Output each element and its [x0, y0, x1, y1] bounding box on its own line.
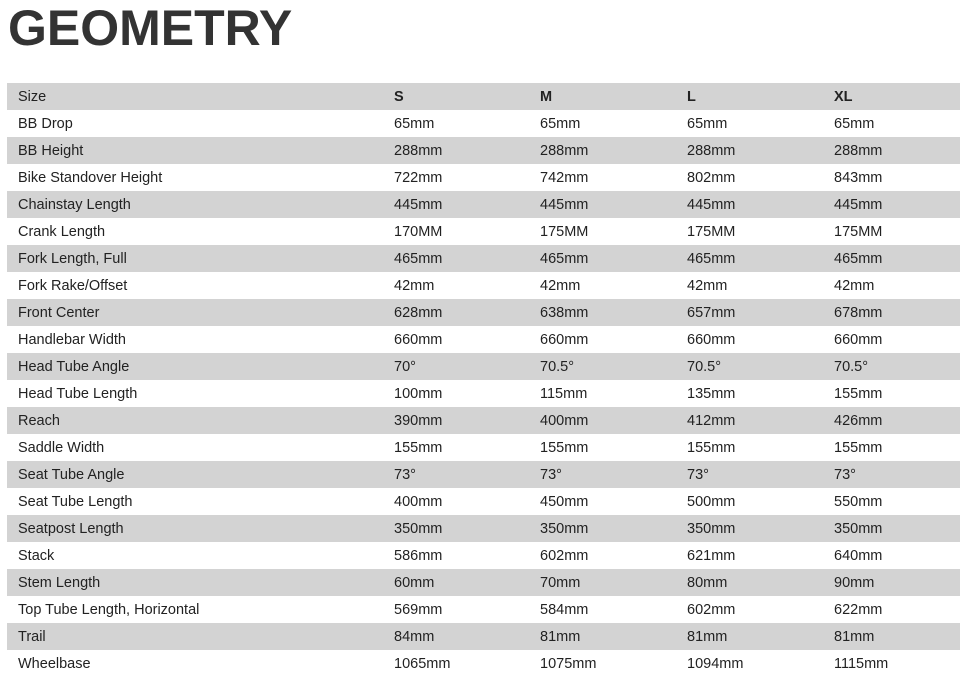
cell-size-l: 70.5° — [676, 353, 823, 380]
row-label: Chainstay Length — [7, 191, 383, 218]
cell-size-s: 390mm — [383, 407, 529, 434]
table-body — [7, 110, 960, 677]
table-row — [7, 218, 960, 245]
row-label: Reach — [7, 407, 383, 434]
cell-size-l: 602mm — [676, 596, 823, 623]
cell-size-s: 100mm — [383, 380, 529, 407]
cell-size-xl: 550mm — [823, 488, 960, 515]
row-label: Top Tube Length, Horizontal — [7, 596, 383, 623]
cell-size-l: 175MM — [676, 218, 823, 245]
cell-size-s: 73° — [383, 461, 529, 488]
cell-size-xl: 678mm — [823, 299, 960, 326]
header-size-s: S — [383, 83, 529, 110]
cell-size-l: 445mm — [676, 191, 823, 218]
table-row — [7, 596, 960, 623]
table-row — [7, 623, 960, 650]
cell-size-s: 628mm — [383, 299, 529, 326]
row-label: Seat Tube Angle — [7, 461, 383, 488]
cell-size-l: 42mm — [676, 272, 823, 299]
cell-size-xl: 426mm — [823, 407, 960, 434]
cell-size-l: 155mm — [676, 434, 823, 461]
cell-size-xl: 843mm — [823, 164, 960, 191]
cell-size-l: 350mm — [676, 515, 823, 542]
cell-size-s: 586mm — [383, 542, 529, 569]
header-size-m: M — [529, 83, 676, 110]
header-size-label: Size — [7, 83, 383, 110]
cell-size-s: 400mm — [383, 488, 529, 515]
cell-size-m: 638mm — [529, 299, 676, 326]
cell-size-l: 465mm — [676, 245, 823, 272]
cell-size-xl: 622mm — [823, 596, 960, 623]
cell-size-m: 65mm — [529, 110, 676, 137]
table-row — [7, 272, 960, 299]
cell-size-s: 65mm — [383, 110, 529, 137]
cell-size-m: 445mm — [529, 191, 676, 218]
cell-size-s: 170MM — [383, 218, 529, 245]
cell-size-xl: 175MM — [823, 218, 960, 245]
cell-size-m: 465mm — [529, 245, 676, 272]
row-label: Crank Length — [7, 218, 383, 245]
row-label: Seat Tube Length — [7, 488, 383, 515]
cell-size-l: 288mm — [676, 137, 823, 164]
cell-size-l: 500mm — [676, 488, 823, 515]
cell-size-s: 84mm — [383, 623, 529, 650]
row-label: Bike Standover Height — [7, 164, 383, 191]
cell-size-l: 73° — [676, 461, 823, 488]
geometry-table — [7, 83, 960, 677]
cell-size-xl: 350mm — [823, 515, 960, 542]
cell-size-s: 42mm — [383, 272, 529, 299]
table-row — [7, 488, 960, 515]
cell-size-m: 1075mm — [529, 650, 676, 677]
cell-size-l: 621mm — [676, 542, 823, 569]
cell-size-m: 450mm — [529, 488, 676, 515]
cell-size-s: 350mm — [383, 515, 529, 542]
cell-size-l: 660mm — [676, 326, 823, 353]
cell-size-xl: 155mm — [823, 380, 960, 407]
cell-size-m: 115mm — [529, 380, 676, 407]
cell-size-m: 350mm — [529, 515, 676, 542]
table-row — [7, 542, 960, 569]
cell-size-s: 155mm — [383, 434, 529, 461]
cell-size-m: 602mm — [529, 542, 676, 569]
cell-size-s: 569mm — [383, 596, 529, 623]
table-row — [7, 299, 960, 326]
cell-size-xl: 660mm — [823, 326, 960, 353]
cell-size-xl: 465mm — [823, 245, 960, 272]
cell-size-m: 660mm — [529, 326, 676, 353]
row-label: Head Tube Angle — [7, 353, 383, 380]
row-label: BB Height — [7, 137, 383, 164]
cell-size-s: 660mm — [383, 326, 529, 353]
cell-size-l: 81mm — [676, 623, 823, 650]
cell-size-s: 288mm — [383, 137, 529, 164]
table-row — [7, 137, 960, 164]
table-header-row — [7, 83, 960, 110]
table-row — [7, 245, 960, 272]
cell-size-m: 73° — [529, 461, 676, 488]
cell-size-s: 722mm — [383, 164, 529, 191]
cell-size-m: 155mm — [529, 434, 676, 461]
cell-size-l: 80mm — [676, 569, 823, 596]
row-label: Handlebar Width — [7, 326, 383, 353]
table-row — [7, 434, 960, 461]
cell-size-m: 42mm — [529, 272, 676, 299]
row-label: Seatpost Length — [7, 515, 383, 542]
row-label: BB Drop — [7, 110, 383, 137]
table-row — [7, 515, 960, 542]
cell-size-xl: 65mm — [823, 110, 960, 137]
row-label: Stack — [7, 542, 383, 569]
cell-size-l: 657mm — [676, 299, 823, 326]
cell-size-s: 1065mm — [383, 650, 529, 677]
cell-size-m: 70.5° — [529, 353, 676, 380]
table-row — [7, 191, 960, 218]
cell-size-xl: 155mm — [823, 434, 960, 461]
cell-size-m: 70mm — [529, 569, 676, 596]
table-row — [7, 407, 960, 434]
cell-size-m: 175MM — [529, 218, 676, 245]
cell-size-xl: 288mm — [823, 137, 960, 164]
row-label: Front Center — [7, 299, 383, 326]
cell-size-xl: 70.5° — [823, 353, 960, 380]
cell-size-l: 802mm — [676, 164, 823, 191]
cell-size-xl: 90mm — [823, 569, 960, 596]
row-label: Stem Length — [7, 569, 383, 596]
row-label: Fork Rake/Offset — [7, 272, 383, 299]
cell-size-s: 465mm — [383, 245, 529, 272]
cell-size-s: 445mm — [383, 191, 529, 218]
row-label: Saddle Width — [7, 434, 383, 461]
table-row — [7, 326, 960, 353]
header-size-xl: XL — [823, 83, 960, 110]
row-label: Wheelbase — [7, 650, 383, 677]
table-row — [7, 353, 960, 380]
cell-size-s: 70° — [383, 353, 529, 380]
header-size-l: L — [676, 83, 823, 110]
table-row — [7, 569, 960, 596]
row-label: Fork Length, Full — [7, 245, 383, 272]
cell-size-xl: 445mm — [823, 191, 960, 218]
cell-size-xl: 1115mm — [823, 650, 960, 677]
row-label: Head Tube Length — [7, 380, 383, 407]
cell-size-xl: 81mm — [823, 623, 960, 650]
table-row — [7, 110, 960, 137]
cell-size-l: 65mm — [676, 110, 823, 137]
cell-size-xl: 42mm — [823, 272, 960, 299]
cell-size-m: 584mm — [529, 596, 676, 623]
cell-size-m: 288mm — [529, 137, 676, 164]
cell-size-m: 81mm — [529, 623, 676, 650]
row-label: Trail — [7, 623, 383, 650]
table-row — [7, 164, 960, 191]
table-row — [7, 461, 960, 488]
cell-size-m: 742mm — [529, 164, 676, 191]
cell-size-xl: 640mm — [823, 542, 960, 569]
page-title: GEOMETRY — [8, 0, 293, 56]
table-row — [7, 650, 960, 677]
cell-size-l: 412mm — [676, 407, 823, 434]
cell-size-l: 135mm — [676, 380, 823, 407]
cell-size-xl: 73° — [823, 461, 960, 488]
cell-size-s: 60mm — [383, 569, 529, 596]
cell-size-l: 1094mm — [676, 650, 823, 677]
table-row — [7, 380, 960, 407]
cell-size-m: 400mm — [529, 407, 676, 434]
